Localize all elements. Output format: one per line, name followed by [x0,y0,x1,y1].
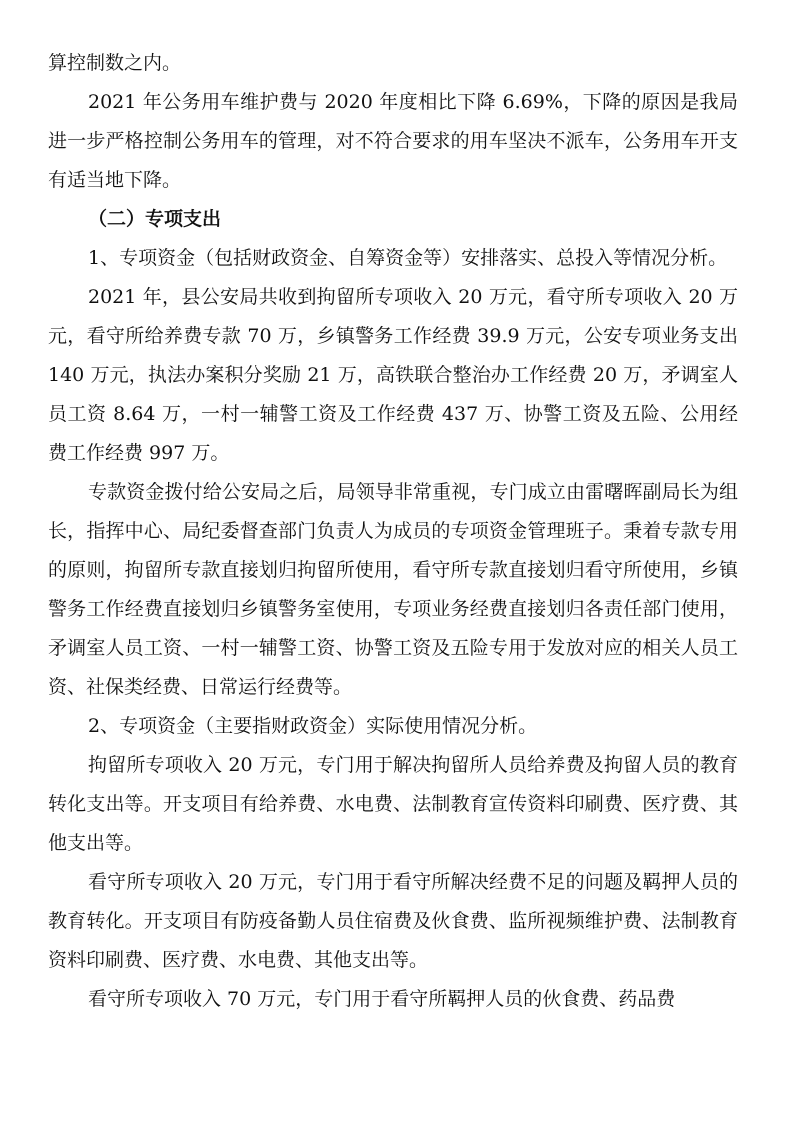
paragraph: 看守所专项收入 70 万元，专门用于看守所羁押人员的伙食费、药品费 [88,988,676,1010]
paragraph: 专款资金拨付给公安局之后，局领导非常重视，专门成立由雷曙晖副局长为组长，指挥中心、局纪委督查部门负责人为成员的专项资金管理班子。秉着专款专用的原则，拘留所专款直接划归拘留所使用，看守所专款直接划归看守所使用，乡镇警务工作经费直接划归乡镇警务室使用，专项业务经费直接划归各责任部门使用，矛调室人员工资、一村一辅警工资、协警工资及五险专用于发放对应的相关人员工资、社保类经费、日常运行经费等。 [48,481,738,698]
paragraph: 看守所专项收入 20 万元，专门用于看守所解决经费不足的问题及羁押人员的教育转化。开支项目有防疫备勤人员住宿费及伙食费、监所视频维护费、法制教育资料印刷费、医疗费、水电费、其他支出等。 [48,871,738,971]
paragraph: 拘留所专项收入 20 万元，专门用于解决拘留所人员给养费及拘留人员的教育转化支出等。开支项目有给养费、水电费、法制教育宣传资料印刷费、医疗费、其他支出等。 [48,754,738,854]
paragraph: 2021 年公务用车维护费与 2020 年度相比下降 6.69%，下降的原因是我局进一步严格控制公务用车的管理，对不符合要求的用车坚决不派车，公务用车开支有适当地下降。 [48,91,738,191]
paragraph: 2021 年，县公安局共收到拘留所专项收入 20 万元，看守所专项收入 20 万元，看守所给养费专款 70 万，乡镇警务工作经费 39.9 万元，公安专项业务支出 140 万元，执法办案积分奖励 21 万，高铁联合整治办工作经费 20 万，矛调室人员工资 8.64 万，一村一辅警工资及工作经费 437 万、协警工资及五险、公用经费工作经费 997 万。 [48,286,738,464]
document-page [48,44,738,1019]
paragraph: 2、专项资金（主要指财政资金）实际使用情况分析。 [88,715,538,737]
paragraph: 1、专项资金（包括财政资金、自筹资金等）安排落实、总投入等情况分析。 [88,247,728,269]
section-heading: （二）专项支出 [88,208,222,230]
paragraph: 算控制数之内。 [48,52,182,74]
